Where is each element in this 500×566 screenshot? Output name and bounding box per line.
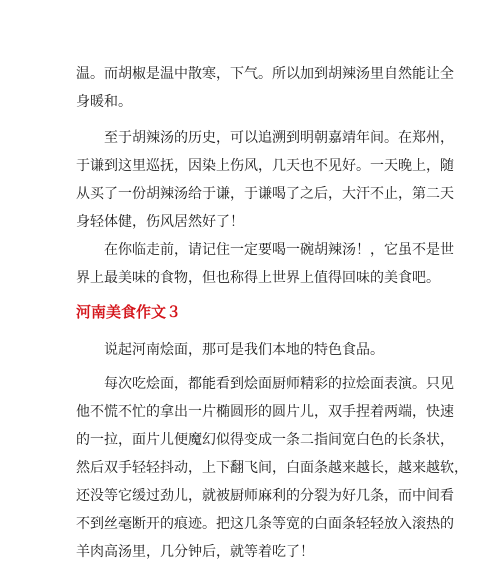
paragraph-line: 身轻体健，伤风居然好了！ <box>76 214 244 230</box>
paragraph-line: 他不慌不忙的拿出一片椭圆形的圆片儿，双手捏着两端，快速 <box>76 404 454 420</box>
paragraph-line: 界上最美味的食物，但也称得上世界上值得回味的美食吧。 <box>76 270 440 286</box>
paragraph-line: 说起河南烩面，那可是我们本地的特色食品。 <box>104 342 384 358</box>
section-heading: 河南美食作文３ <box>76 303 182 321</box>
paragraph-3 <box>76 236 454 292</box>
paragraph-line: 温。而胡椒是温中散寒，下气。所以加到胡辣汤里自然能让全 <box>76 66 454 82</box>
paragraph-line: 羊肉高汤里，几分钟后，就等着吃了！ <box>76 544 314 560</box>
paragraph-line: 的一拉，面片儿便魔幻似得变成一条二指间宽白色的长条状， <box>76 432 454 448</box>
paragraph-line: 不到丝毫断开的痕迹。把这几条等宽的白面条轻轻放入滚热的 <box>76 516 454 532</box>
paragraph-4 <box>76 336 436 364</box>
paragraph-5 <box>76 370 468 566</box>
paragraph-line: 然后双手轻轻抖动，上下翻飞间，白面条越来越长，越来越软， <box>76 460 468 476</box>
paragraph-2 <box>76 124 454 236</box>
paragraph-line: 在你临走前，请记住一定要喝一碗胡辣汤！，它虽不是世 <box>104 242 454 258</box>
paragraph-line: 每次吃烩面，都能看到烩面厨师精彩的拉烩面表演。只见 <box>104 376 454 392</box>
paragraph-line: 至于胡辣汤的历史，可以追溯到明朝嘉靖年间。在郑州， <box>104 130 454 146</box>
paragraph-1 <box>76 60 454 116</box>
paragraph-line: 于谦到这里巡抚，因染上伤风，几天也不见好。一天晚上，随 <box>76 158 454 174</box>
paragraph-line: 还没等它缓过劲儿，就被厨师麻利的分裂为好几条，而中间看 <box>76 488 454 504</box>
paragraph-line: 从买了一份胡辣汤给于谦，于谦喝了之后，大汗不止，第二天 <box>76 186 454 202</box>
paragraph-line: 身暖和。 <box>76 94 132 110</box>
